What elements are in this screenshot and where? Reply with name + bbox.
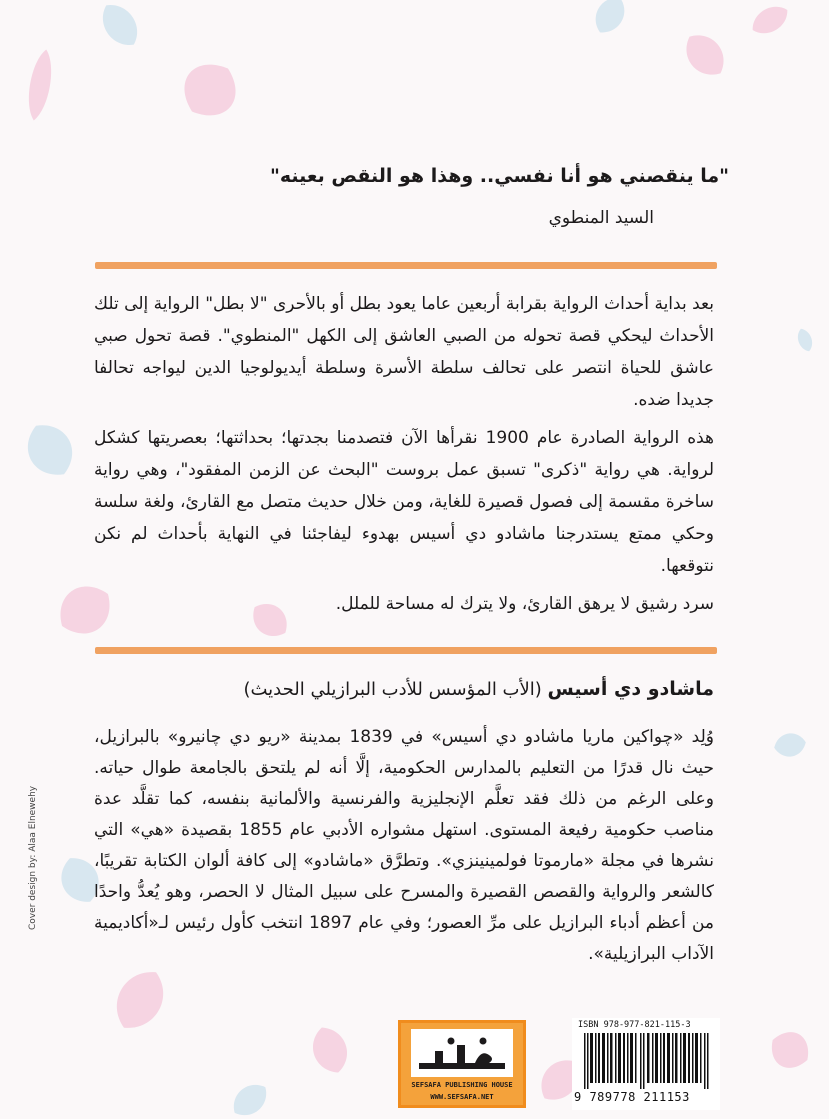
author-heading — [94, 678, 714, 700]
barcode-digits: 9 789778 211153 — [574, 1090, 690, 1104]
isbn-text: ISBN 978-977-821-115-3 — [578, 1020, 691, 1030]
synopsis-paragraph: سرد رشيق لا يرهق القارئ، ولا يترك له مساحة للملل. — [335, 594, 714, 614]
cover-quote: "ما ينقصني هو أنا نفسي.. وهذا هو النقص بعينه" — [270, 165, 729, 187]
isbn-barcode — [572, 1018, 720, 1110]
synopsis-paragraph: بعد بداية أحداث الرواية بقرابة أربعين عاما يعود بطل أو بالأحرى "لا بطل" الرواية إلى تلك الأحداث ليحكي قصة تحوله من الصبي العاشق إلى الكهل "المنطوي". قصة تحول صبي عاشق للحياة انتصر على تحالف سلطة الأسرة وسلطة أيديولوجيا الدين ليواجه تحالفا جديدا ضده. — [94, 294, 714, 410]
section-divider-bottom — [95, 647, 717, 654]
publisher-emblem-icon — [411, 1029, 513, 1077]
synopsis-paragraph: هذه الرواية الصادرة عام 1900 نقرأها الآن فتصدمنا بجدتها؛ بحداثتها؛ بعصريتها كشكل لرواية. هي رواية "ذكرى" تسبق عمل بروست "البحث عن الزمن المفقود"، وهي رواية ساخرة مقسمة إلى فصول قصيرة للغاية، ومن خلال حديث متصل مع القارئ، ولغة سلسة وحكي ممتع يستدرجنا ماشادو دي أسيس بهدوء ليفاجئنا في النهاية بأحداث لم نكن نتوقعها. — [94, 428, 714, 576]
publisher-logo — [398, 1020, 526, 1108]
publisher-name: SEFSAFA PUBLISHING HOUSE — [411, 1081, 513, 1089]
synopsis-section — [94, 288, 714, 626]
publisher-website: WWW.SEFSAFA.NET — [430, 1093, 494, 1101]
publisher-logo-mark — [411, 1029, 513, 1077]
section-divider-top — [95, 262, 717, 269]
quote-author: السيد المنطوي — [548, 208, 654, 228]
author-tagline: (الأب المؤسس للأدب البرازيلي الحديث) — [243, 679, 542, 700]
author-name: ماشادو دي أسيس — [547, 678, 714, 700]
author-bio: وُلِد «چواكين ماريا ماشادو دي أسيس» في 1839 بمدينة «ريو دي چانيرو» بالبرازيل، حيث نال قدرًا من التعليم بالمدارس الحكومية، إلَّا أنه لم يلتحق بالجامعة طوال حياته. وعلى الرغم من ذلك فقد تعلَّم الإنجليزية والفرنسية والألمانية بنفسه، كما تقلَّد عدة مناصب حكومية رفيعة المستوى. استهل مشواره الأدبي عام 1855 بقصيدة «هي» التي نشرها في مجلة «مارموتا فولمينينزي». وتطرَّق «ماشادو» إلى كافة ألوان الكتابة تقريبًا، كالشعر والرواية والقصص القصيرة والمسرح على سبيل المثال لا الحصر، وهو يُعدُّ واحدًا من أعظم أدباء البرازيل على مرِّ العصور؛ وفي عام 1897 انتخب كأول رئيس لـ«أكاديمية الآداب البرازيلية». — [94, 727, 715, 964]
barcode-bars — [584, 1033, 710, 1089]
cover-design-credit: Cover design by: Alaa Elnewehy — [28, 785, 38, 930]
